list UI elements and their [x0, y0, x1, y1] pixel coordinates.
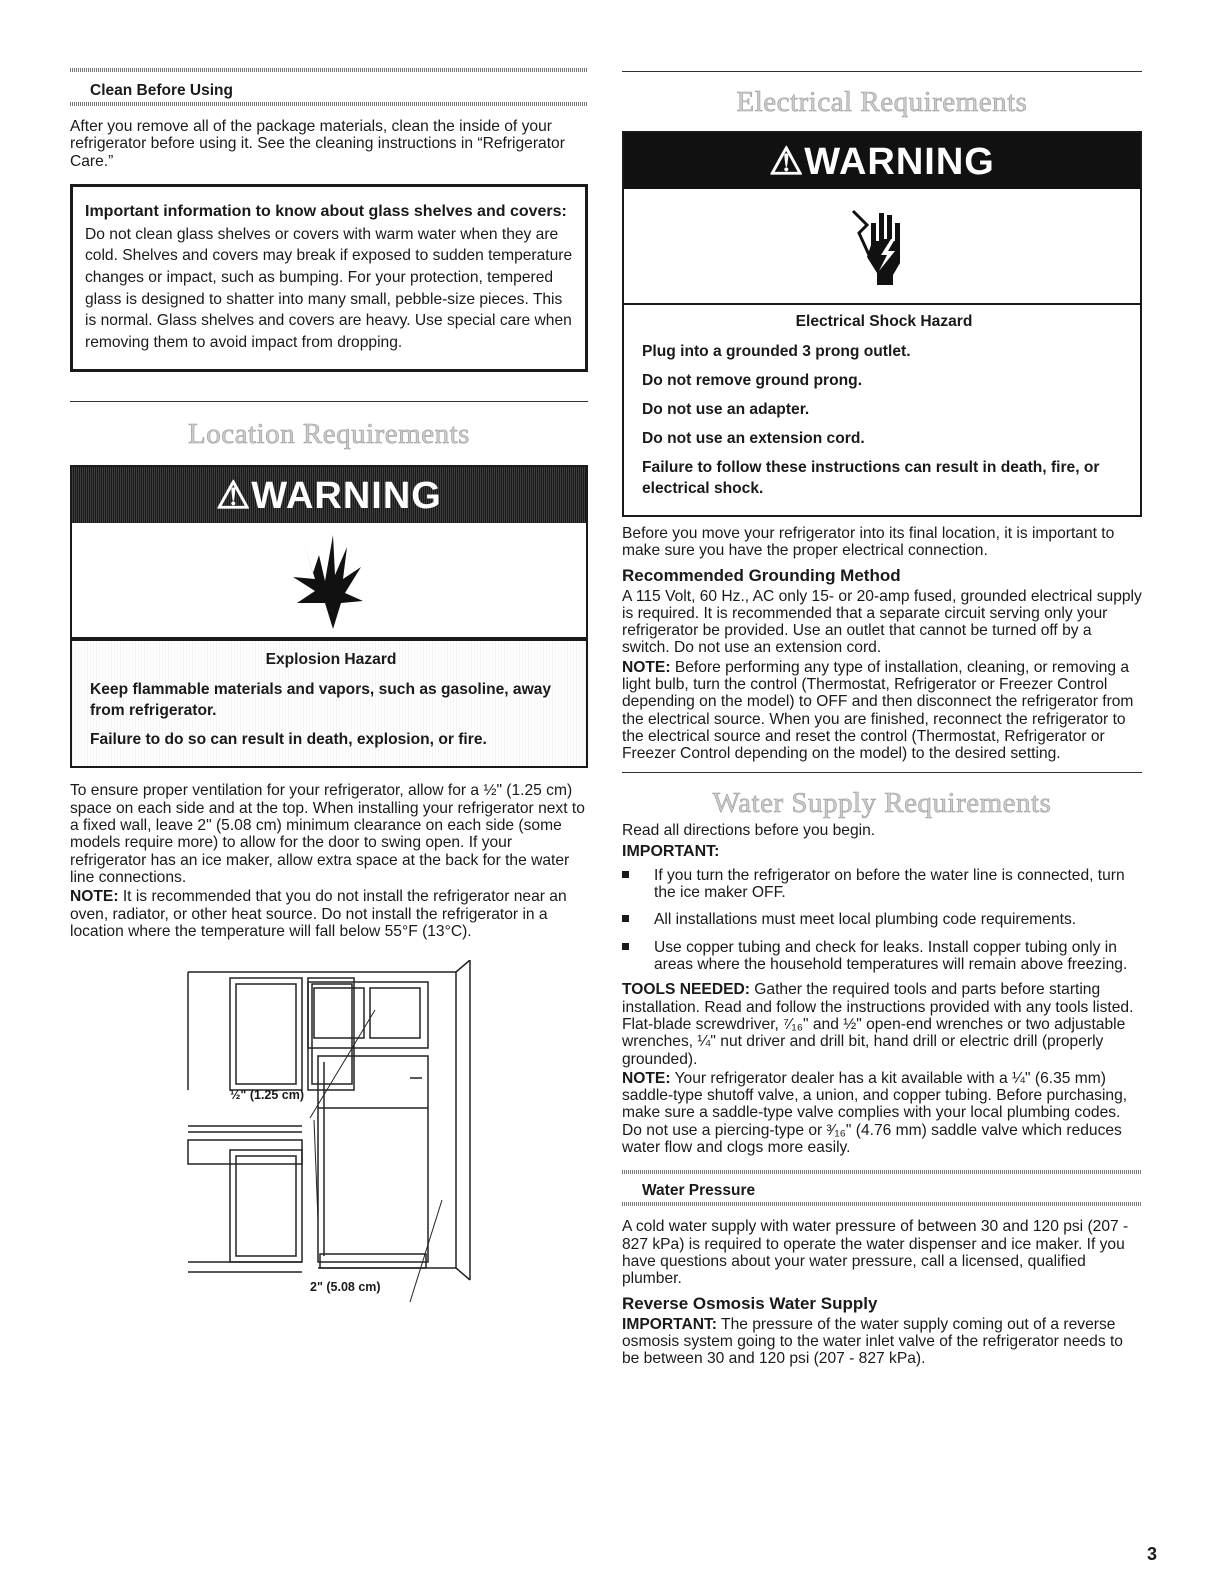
- hazard-title: Explosion Hazard: [265, 651, 397, 669]
- warning-line: Failure to follow these instructions can result in death, fire, or electrical shock.: [642, 459, 1100, 497]
- clean-before-using-heading: Clean Before Using: [90, 82, 233, 99]
- water-supply-requirements-title: Water Supply Requirements: [712, 786, 1052, 819]
- note-text: Before performing any type of installation, cleaning, or removing a light bulb, turn the control (Thermostat, Refrigerator or Freezer Control depending on the model) to OFF and then disconnect the refrigerator from the electrical source. When you are finished, reconnect the refrigerator to the electrical source and reset the control (Thermostat, Refrigerator or Freezer Control depending on the model) to the desired setting.: [622, 658, 1134, 763]
- note-text: Your refrigerator dealer has a kit available with a ¼" (6.35 mm) saddle-type shutoff valve, a union, and copper tubing. Before purchasing, make sure a saddle-type valve complies with your local plumbing codes. Do not use a piercing-type or ³⁄₁₆" (4.76 mm) saddle valve which reduces water flow and clogs more easily.: [622, 1069, 1128, 1157]
- important-label: IMPORTANT:: [622, 1315, 717, 1333]
- section-rule: [70, 401, 588, 402]
- glass-info-heading: Important information to know about glass shelves and covers:: [85, 202, 567, 220]
- note-text: It is recommended that you do not install the refrigerator near an oven, radiator, or other heat source. Do not install the refrigerator in a location where the temperature will fall below 55°F (13°C).: [70, 888, 567, 940]
- reverse-osmosis-heading: Reverse Osmosis Water Supply: [622, 1293, 878, 1313]
- glass-info-text: Do not clean glass shelves or covers with warm water when they are cold. Shelves and covers may break if exposed to sudden temperature changes or impact, such as bumping. For your protection, tempered glass is designed to shatter into many small, pebble-size pieces. This is normal. Glass shelves and covers are heavy. Use special care when removing them to avoid impact from dropping.: [85, 225, 573, 351]
- section-rule: [622, 71, 1142, 72]
- electrical-warning-box: [622, 131, 1142, 517]
- two-inch-clearance-label: 2" (5.08 cm): [310, 1280, 381, 1295]
- water-pressure-heading: Water Pressure: [642, 1182, 756, 1200]
- glass-info-box: [70, 184, 588, 373]
- right-column: [622, 68, 1142, 1367]
- grounding-paragraph: A 115 Volt, 60 Hz., AC only 15- or 20-amp fused, grounded electrical supply is required. It is recommended that a separate circuit serving only your refrigerator be provided. Use an outlet that cannot be turned off by a switch. Do not use an extension cord.: [622, 587, 1142, 657]
- warning-line: Failure to do so can result in death, explosion, or fire.: [90, 731, 487, 749]
- grounding-method-heading: Recommended Grounding Method: [622, 565, 901, 585]
- refrigerator-clearance-diagram: [70, 960, 588, 1305]
- ventilation-paragraph: To ensure proper ventilation for your refrigerator, allow for a ½" (1.25 cm) space on each side and at the top. When installing your refrigerator next to a fixed wall, leave 2" (5.08 cm) minimum clearance on each side (some models require more) to allow for the door to swing open. If your refrigerator has an ice maker, allow extra space at the back for the water line connections.: [70, 782, 585, 886]
- location-note: [70, 888, 588, 940]
- read-all-directions: Read all directions before you begin.: [622, 821, 876, 839]
- hazard-title: Electrical Shock Hazard: [795, 313, 973, 330]
- list-item: If you turn the refrigerator on before the water line is connected, turn the ice maker OFF.: [622, 867, 1142, 902]
- electrical-shock-icon: [624, 189, 1140, 305]
- tools-label: TOOLS NEEDED:: [622, 981, 750, 999]
- kit-note: [622, 1070, 1142, 1156]
- warning-line: Keep flammable materials and vapors, such as gasoline, away from refrigerator.: [90, 681, 552, 720]
- divider: [622, 1202, 1142, 1206]
- warning-line: Do not use an adapter.: [642, 401, 810, 418]
- water-pressure-paragraph: A cold water supply with water pressure of between 30 and 120 psi (207 - 827 kPa) is required to operate the water dispenser and ice maker. If you have questions about your water pressure, call a licensed, qualified plumber.: [622, 1218, 1129, 1288]
- reverse-osmosis-text: The pressure of the water supply coming out of a reverse osmosis system going to the water inlet valve of the refrigerator needs to be between 30 and 120 psi (207 - 827 kPa).: [622, 1315, 1123, 1368]
- page-number: 3: [1146, 1544, 1157, 1564]
- list-item: Use copper tubing and check for leaks. Install copper tubing only in areas where the household temperatures will remain above freezing.: [622, 939, 1142, 974]
- warning-line: Do not remove ground prong.: [642, 372, 863, 389]
- warning-line: Plug into a grounded 3 prong outlet.: [642, 343, 911, 360]
- warning-header: ⚠WARNING: [624, 133, 1140, 189]
- location-requirements-title: Location Requirements: [188, 418, 470, 451]
- tools-needed: [622, 981, 1142, 1067]
- clean-paragraph: After you remove all of the package materials, clean the inside of your refrigerator before using it. See the cleaning instructions in “Refrigerator Care.”: [70, 118, 565, 170]
- left-column: [70, 68, 588, 1305]
- diagram-drawing: [70, 960, 588, 1305]
- half-inch-clearance-label: ½" (1.25 cm): [230, 1088, 305, 1103]
- requirements-list: [622, 867, 1142, 973]
- tools-text: Gather the required tools and parts before starting installation. Read and follow the instructions provided with any tools listed. Flat-blade screwdriver, ⁷⁄₁₆" and ½" open-end wrenches or two adjustable wrenches, ¼" nut driver and drill bit, hand drill or electric drill (properly grounded).: [622, 981, 1134, 1068]
- warning-line: Do not use an extension cord.: [642, 430, 865, 447]
- explosion-icon: [72, 523, 586, 641]
- divider: [70, 102, 588, 106]
- warning-header: ⚠WARNING: [72, 467, 586, 523]
- before-move-paragraph: Before you move your refrigerator into its final location, it is important to make sure you have the proper electrical connection.: [622, 525, 1115, 560]
- electrical-note: [622, 659, 1142, 763]
- electrical-requirements-title: Electrical Requirements: [736, 86, 1028, 118]
- note-label: NOTE:: [622, 1069, 671, 1087]
- reverse-osmosis-paragraph: [622, 1316, 1142, 1368]
- note-label: NOTE:: [622, 658, 671, 676]
- list-item: All installations must meet local plumbing code requirements.: [622, 911, 1142, 928]
- important-label: IMPORTANT:: [622, 842, 720, 860]
- note-label: NOTE:: [70, 888, 119, 906]
- explosion-warning-box: [70, 465, 588, 768]
- section-rule: [622, 772, 1142, 773]
